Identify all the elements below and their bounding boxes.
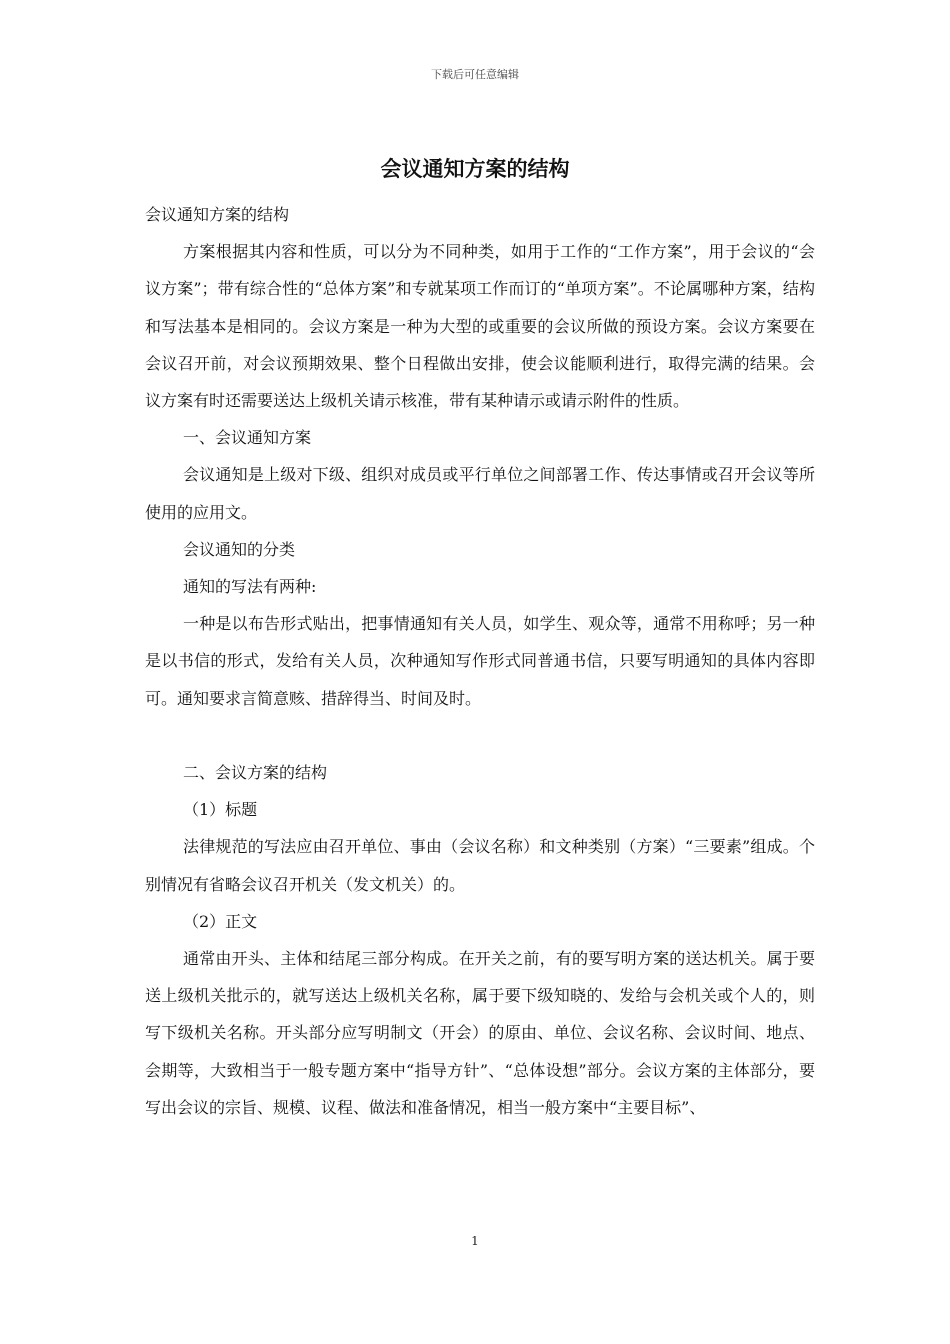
section-heading: 一、会议通知方案 bbox=[183, 428, 312, 448]
paragraph: 会议通知是上级对下级、组织对成员或平行单位之间部署工作、传达事情或召开会议等所使用的应用文。 bbox=[145, 465, 815, 522]
paragraph: 会议通知方案的结构 bbox=[145, 205, 290, 224]
paragraph: 通知的写法有两种: bbox=[183, 577, 317, 597]
sub-heading: （2）正文 bbox=[183, 911, 258, 931]
paragraph: 法律规范的写法应由召开单位、事由（会议名称）和文种类别（方案）“三要素”组成。个别情况有省略会议召开机关（发文机关）的。 bbox=[145, 837, 815, 894]
paragraph: 一种是以布告形式贴出，把事情通知有关人员，如学生、观众等，通常不用称呼；另一种是以书信的形式，发给有关人员，次种通知写作形式同普通书信，只要写明通知的具体内容即可。通知要求言简意赅、措辞得当、时间及时。 bbox=[145, 614, 815, 708]
page-header: 下载后可任意编辑 bbox=[431, 68, 519, 81]
document-title: 会议通知方案的结构 bbox=[380, 157, 570, 181]
section-heading: 二、会议方案的结构 bbox=[183, 763, 328, 783]
document-body bbox=[145, 196, 815, 1126]
sub-heading: （1）标题 bbox=[183, 800, 258, 820]
page-number: 1 bbox=[471, 1234, 479, 1248]
sub-heading: 会议通知的分类 bbox=[183, 539, 296, 559]
paragraph: 方案根据其内容和性质，可以分为不同种类，如用于工作的“工作方案”，用于会议的“会议方案”；带有综合性的“总体方案”和专就某项工作而订的“单项方案”。不论属哪种方案，结构和写法基本是相同的。会议方案是一种为大型的或重要的会议所做的预设方案。会议方案要在会议召开前，对会议预期效果、整个日程做出安排，使会议能顺利进行，取得完满的结果。会议方案有时还需要送达上级机关请示核准，带有某种请示或请示附件的性质。 bbox=[145, 242, 815, 411]
blank-line bbox=[145, 717, 815, 754]
paragraph: 通常由开头、主体和结尾三部分构成。在开关之前，有的要写明方案的送达机关。属于要送上级机关批示的，就写送达上级机关名称，属于要下级知晓的、发给与会机关或个人的，则写下级机关名称。开头部分应写明制文（开会）的原由、单位、会议名称、会议时间、地点、会期等，大致相当于一般专题方案中“指导方针”、“总体设想”部分。会议方案的主体部分，要写出会议的宗旨、规模、议程、做法和准备情况，相当一般方案中“主要目标”、 bbox=[145, 949, 815, 1117]
